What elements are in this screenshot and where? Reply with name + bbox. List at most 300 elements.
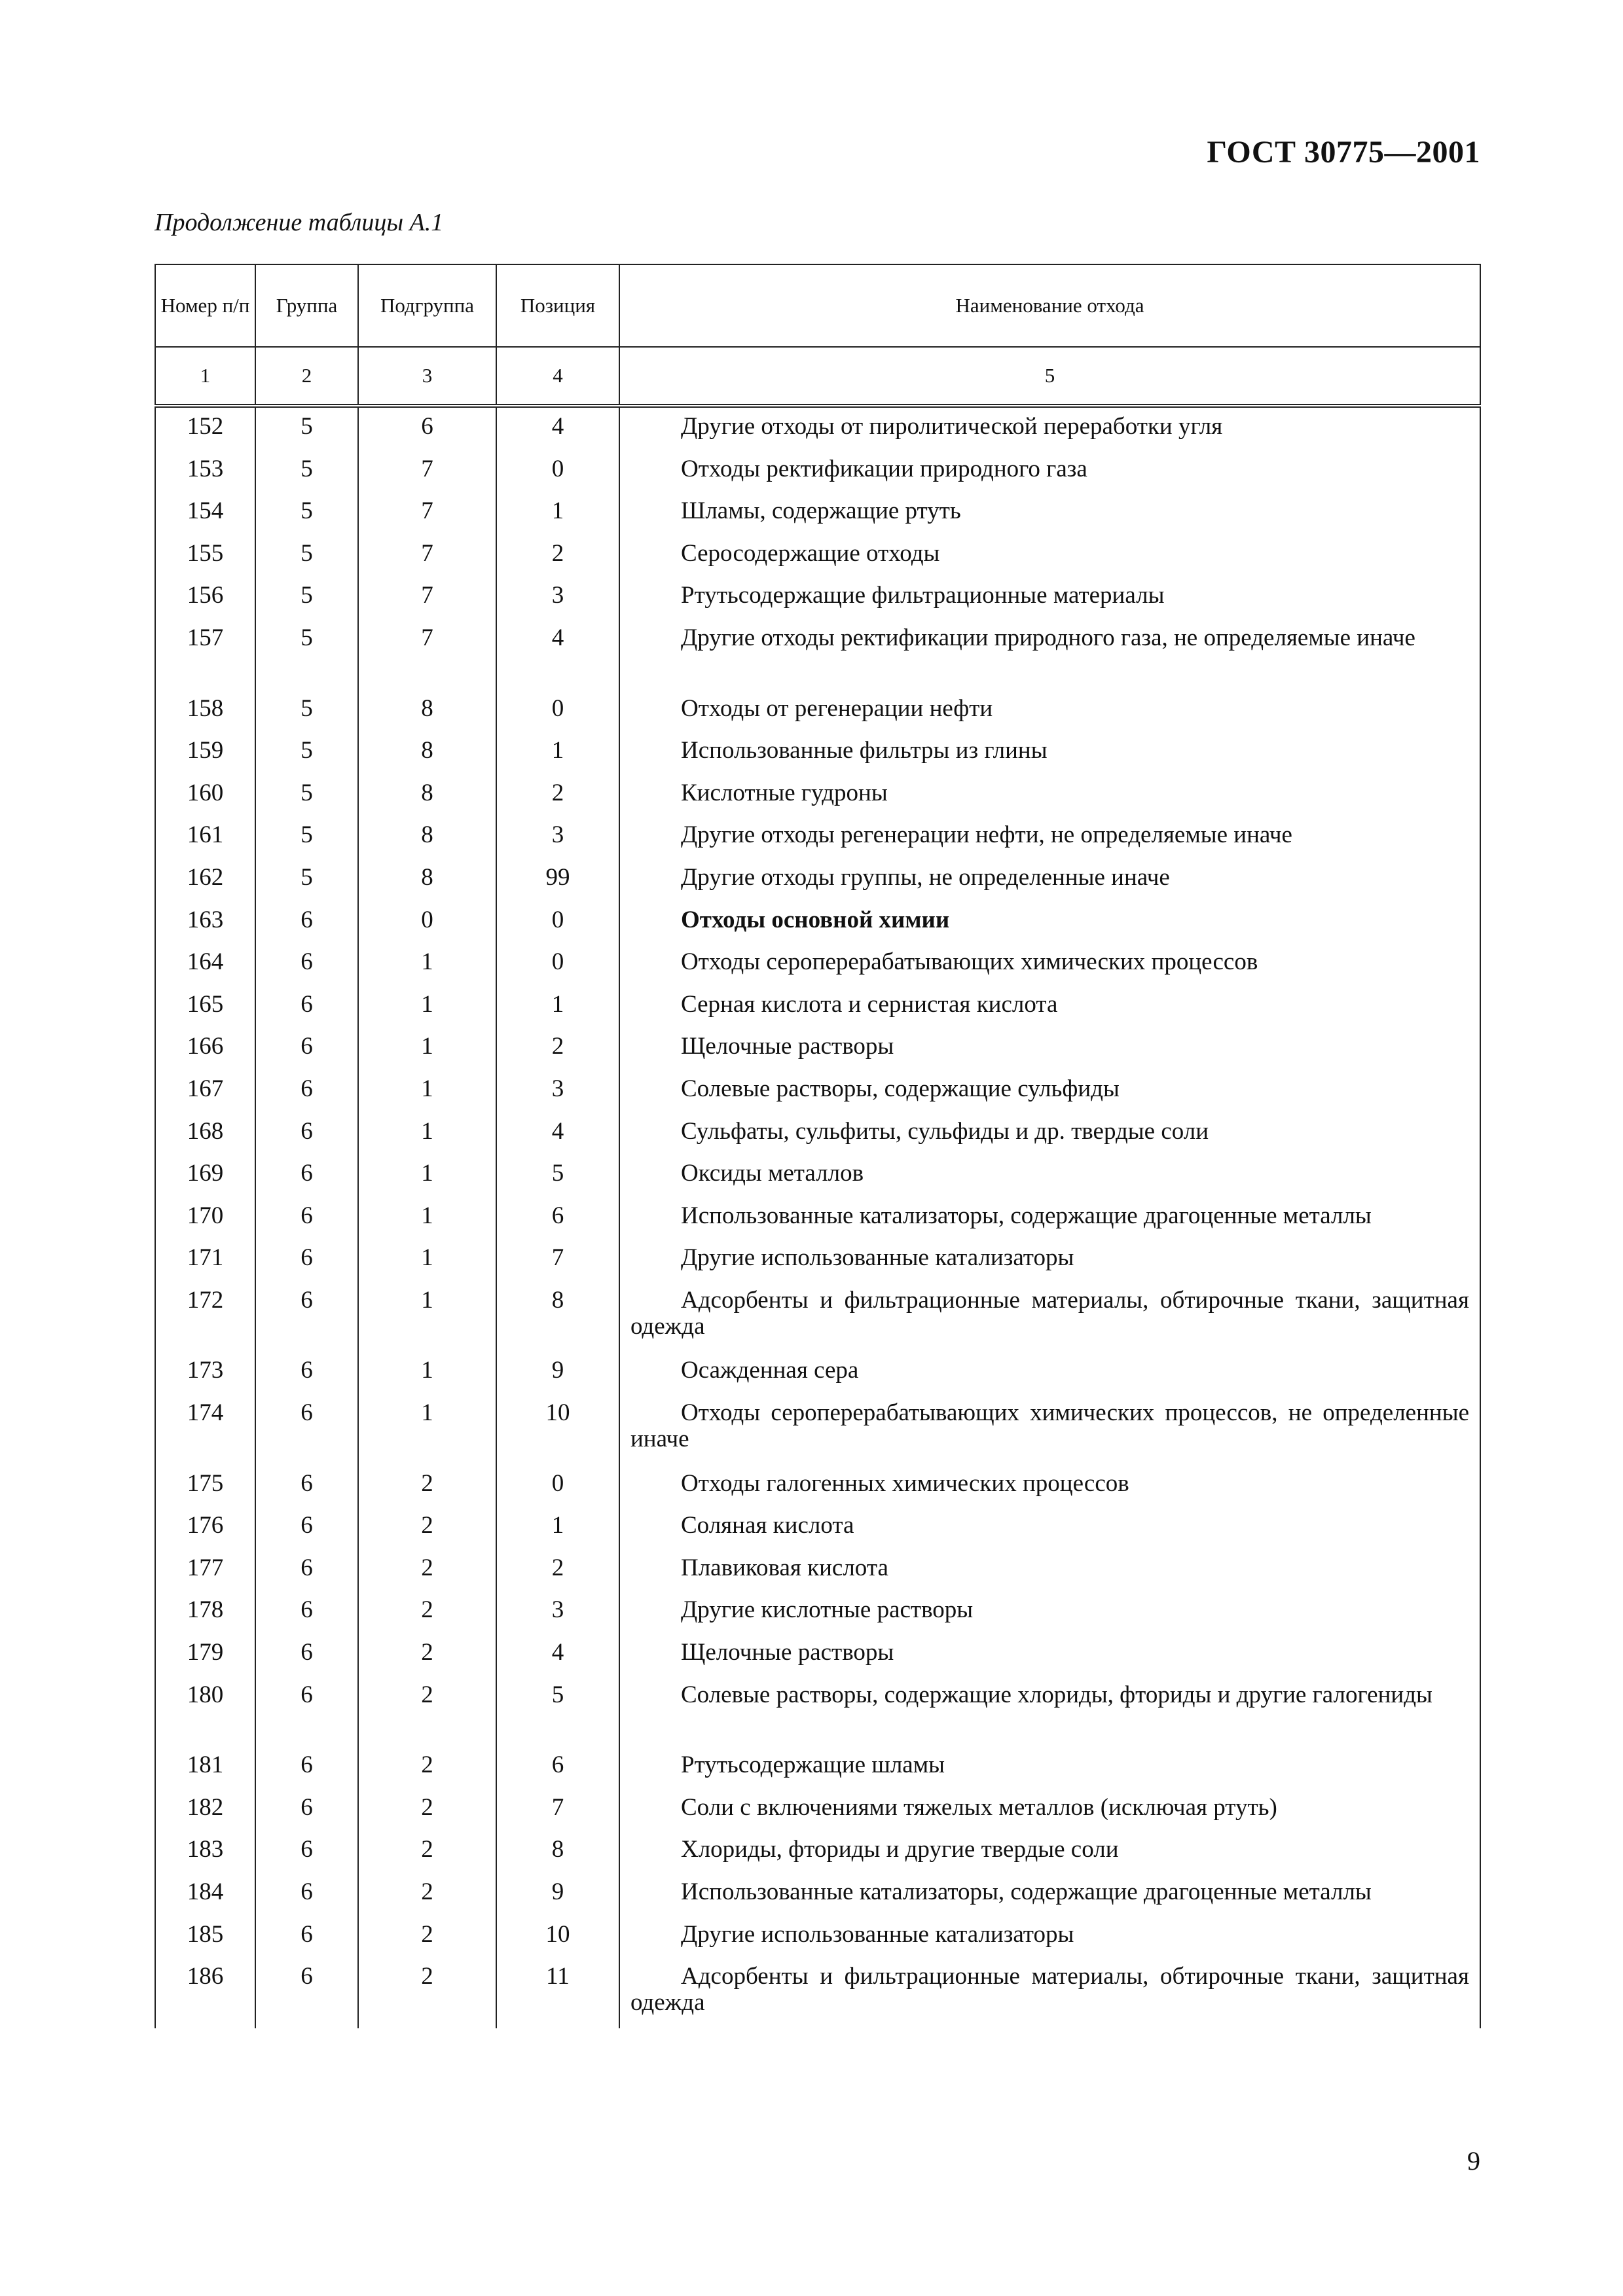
cell-number-text: 164 xyxy=(187,948,224,976)
cell-position-text: 7 xyxy=(551,1244,564,1272)
cell-waste-name xyxy=(619,619,1480,690)
cell-waste-name-text: Другие отходы регенерации нефти, не определяемые иначе xyxy=(681,821,1292,849)
cell-subgroup xyxy=(358,774,496,817)
cell-subgroup-text: 2 xyxy=(421,1554,433,1581)
cell-group xyxy=(255,1958,358,2028)
table-row xyxy=(155,1352,1480,1394)
cell-subgroup xyxy=(358,1916,496,1958)
cell-number-text: 155 xyxy=(187,539,224,567)
cell-group-text: 6 xyxy=(301,906,313,933)
cell-subgroup xyxy=(358,1591,496,1634)
cell-group-text: 5 xyxy=(301,455,313,482)
cell-position xyxy=(496,1831,619,1873)
cell-position-text: 2 xyxy=(551,1554,564,1581)
cell-subgroup-text: 1 xyxy=(421,990,433,1018)
cell-group xyxy=(255,1197,358,1240)
cell-position xyxy=(496,1746,619,1789)
cell-group-text: 6 xyxy=(301,1681,313,1708)
cell-number xyxy=(155,406,255,450)
cell-position xyxy=(496,1394,619,1465)
cell-subgroup xyxy=(358,986,496,1028)
cell-group-text: 5 xyxy=(301,582,313,609)
cell-subgroup-text: 1 xyxy=(421,1202,433,1229)
cell-number xyxy=(155,690,255,732)
cell-waste-name-text: Щелочные растворы xyxy=(681,1033,894,1060)
cell-group xyxy=(255,690,358,732)
cell-number xyxy=(155,1197,255,1240)
table-row xyxy=(155,619,1480,690)
cell-waste-name-text: Другие отходы от пиролитической переработки угля xyxy=(681,413,1223,440)
table-row xyxy=(155,1239,1480,1282)
cell-number xyxy=(155,1113,255,1155)
cell-number-text: 153 xyxy=(187,455,224,482)
cell-number xyxy=(155,1746,255,1789)
cell-position-text: 1 xyxy=(551,737,564,764)
cell-group xyxy=(255,450,358,493)
cell-subgroup-text: 7 xyxy=(421,455,433,482)
cell-position xyxy=(496,450,619,493)
cell-position-text: 8 xyxy=(551,1286,564,1314)
cell-group-text: 6 xyxy=(301,1469,313,1497)
cell-subgroup-text: 1 xyxy=(421,948,433,976)
cell-group-text: 6 xyxy=(301,1399,313,1427)
cell-position xyxy=(496,1789,619,1831)
cell-number-text: 163 xyxy=(187,906,224,933)
cell-group-text: 6 xyxy=(301,1033,313,1060)
table-row xyxy=(155,577,1480,619)
cell-position-text: 4 xyxy=(551,624,564,651)
cell-group-text: 6 xyxy=(301,1596,313,1624)
cell-number-text: 154 xyxy=(187,497,224,525)
cell-number-text: 162 xyxy=(187,863,224,891)
cell-subgroup-text: 0 xyxy=(421,906,433,933)
cell-subgroup-text: 1 xyxy=(421,1033,433,1060)
cell-position xyxy=(496,1197,619,1240)
cell-position xyxy=(496,1676,619,1747)
table-caption: Продолжение таблицы А.1 xyxy=(155,209,444,236)
cell-group-text: 6 xyxy=(301,1286,313,1314)
cell-waste-name xyxy=(619,1591,1480,1634)
cell-position xyxy=(496,1028,619,1070)
cell-subgroup-text: 7 xyxy=(421,582,433,609)
cell-group xyxy=(255,901,358,944)
cell-waste-name-text: Ртутьсодержащие фильтрационные материалы xyxy=(681,582,1165,609)
cell-position-text: 0 xyxy=(551,906,564,933)
cell-number xyxy=(155,901,255,944)
cell-position-text: 2 xyxy=(551,779,564,806)
cell-position xyxy=(496,901,619,944)
cell-position xyxy=(496,1465,619,1507)
cell-number xyxy=(155,1507,255,1549)
cell-waste-name xyxy=(619,732,1480,774)
cell-subgroup-text: 2 xyxy=(421,1596,433,1624)
cell-position-text: 2 xyxy=(551,1033,564,1060)
cell-group xyxy=(255,492,358,535)
cell-subgroup-text: 2 xyxy=(421,1963,433,1990)
cell-subgroup xyxy=(358,1634,496,1676)
table-row xyxy=(155,1873,1480,1916)
page-number: 9 xyxy=(1467,2146,1480,2176)
cell-waste-name-text: Другие кислотные растворы xyxy=(681,1596,974,1624)
cell-position xyxy=(496,1352,619,1394)
cell-waste-name-text: Солевые растворы, содержащие хлориды, фториды и другие галогениды xyxy=(681,1681,1432,1708)
cell-subgroup-text: 2 xyxy=(421,1751,433,1779)
cell-number xyxy=(155,1676,255,1747)
cell-subgroup-text: 6 xyxy=(421,413,433,440)
cell-subgroup xyxy=(358,1028,496,1070)
cell-waste-name xyxy=(619,1197,1480,1240)
cell-waste-name-text: Отходы сероперерабатывающих химических процессов xyxy=(681,948,1258,976)
cell-waste-name-text: Оксиды металлов xyxy=(681,1160,864,1187)
cell-waste-name xyxy=(619,1028,1480,1070)
cell-position xyxy=(496,859,619,901)
cell-waste-name xyxy=(619,901,1480,944)
table-row xyxy=(155,1028,1480,1070)
cell-position-text: 5 xyxy=(551,1681,564,1708)
cell-subgroup xyxy=(358,492,496,535)
cell-subgroup xyxy=(358,535,496,577)
cell-waste-name xyxy=(619,943,1480,986)
cell-number-text: 182 xyxy=(187,1793,224,1821)
cell-group-text: 6 xyxy=(301,948,313,976)
cell-group-text: 6 xyxy=(301,990,313,1018)
cell-waste-name xyxy=(619,1239,1480,1282)
cell-subgroup xyxy=(358,577,496,619)
cell-waste-name-text: Ртутьсодержащие шламы xyxy=(681,1751,945,1779)
cell-group xyxy=(255,1070,358,1113)
cell-position xyxy=(496,1113,619,1155)
cell-subgroup xyxy=(358,1352,496,1394)
cell-group-text: 5 xyxy=(301,539,313,567)
cell-number xyxy=(155,943,255,986)
cell-position-text: 11 xyxy=(546,1963,570,1990)
cell-position-text: 6 xyxy=(551,1751,564,1779)
cell-position xyxy=(496,1634,619,1676)
cell-waste-name-text: Хлориды, фториды и другие твердые соли xyxy=(681,1836,1119,1863)
cell-group xyxy=(255,1831,358,1873)
cell-group xyxy=(255,732,358,774)
cell-number xyxy=(155,1831,255,1873)
cell-group-text: 6 xyxy=(301,1963,313,1990)
cell-group-text: 5 xyxy=(301,779,313,806)
cell-position-text: 4 xyxy=(551,413,564,440)
cell-waste-name xyxy=(619,406,1480,450)
cell-group xyxy=(255,1789,358,1831)
cell-waste-name-text: Другие отходы ректификации природного газа, не определяемые иначе xyxy=(681,624,1415,651)
cell-waste-name-text: Использованные фильтры из глины xyxy=(681,737,1048,764)
cell-subgroup xyxy=(358,901,496,944)
cell-subgroup xyxy=(358,732,496,774)
cell-waste-name xyxy=(619,690,1480,732)
cell-waste-name xyxy=(619,986,1480,1028)
table-row xyxy=(155,774,1480,817)
waste-classification-table xyxy=(155,264,1481,2028)
cell-subgroup xyxy=(358,1831,496,1873)
cell-subgroup-text: 1 xyxy=(421,1160,433,1187)
cell-group-text: 6 xyxy=(301,1357,313,1384)
cell-number-text: 165 xyxy=(187,990,224,1018)
cell-number xyxy=(155,577,255,619)
cell-position-text: 9 xyxy=(551,1357,564,1384)
cell-group-text: 6 xyxy=(301,1878,313,1905)
cell-number xyxy=(155,1465,255,1507)
cell-position xyxy=(496,1958,619,2028)
cell-waste-name-text: Соляная кислота xyxy=(681,1512,854,1539)
cell-number xyxy=(155,619,255,690)
table-row xyxy=(155,1070,1480,1113)
table-row xyxy=(155,690,1480,732)
table-row xyxy=(155,1394,1480,1465)
cell-position xyxy=(496,492,619,535)
table-row xyxy=(155,450,1480,493)
cell-position-text: 3 xyxy=(551,582,564,609)
cell-position xyxy=(496,1549,619,1592)
cell-subgroup-text: 2 xyxy=(421,1512,433,1539)
cell-position xyxy=(496,1239,619,1282)
cell-number-text: 152 xyxy=(187,413,224,440)
cell-waste-name-text: Адсорбенты и фильтрационные материалы, обтирочные ткани, защитная одежда xyxy=(630,1963,1469,2017)
cell-position-text: 3 xyxy=(551,1075,564,1102)
cell-waste-name-text: Кислотные гудроны xyxy=(681,779,888,806)
cell-group-text: 6 xyxy=(301,1836,313,1863)
cell-waste-name xyxy=(619,450,1480,493)
cell-subgroup-text: 7 xyxy=(421,539,433,567)
cell-group xyxy=(255,1634,358,1676)
cell-group-text: 6 xyxy=(301,1793,313,1821)
cell-subgroup xyxy=(358,816,496,859)
cell-number xyxy=(155,1352,255,1394)
cell-number-text: 160 xyxy=(187,779,224,806)
cell-group xyxy=(255,1352,358,1394)
cell-group-text: 6 xyxy=(301,1554,313,1581)
cell-number-text: 158 xyxy=(187,694,224,722)
cell-waste-name xyxy=(619,1916,1480,1958)
cell-number-text: 161 xyxy=(187,821,224,849)
cell-waste-name-text: Соли с включениями тяжелых металлов (исключая ртуть) xyxy=(681,1793,1277,1821)
cell-waste-name-text: Отходы ректификации природного газа xyxy=(681,455,1087,482)
cell-group-text: 6 xyxy=(301,1751,313,1779)
cell-position xyxy=(496,816,619,859)
cell-group-text: 5 xyxy=(301,737,313,764)
cell-waste-name xyxy=(619,492,1480,535)
cell-group xyxy=(255,1746,358,1789)
cell-number-text: 169 xyxy=(187,1160,224,1187)
cell-waste-name xyxy=(619,1549,1480,1592)
cell-group xyxy=(255,535,358,577)
cell-number-text: 185 xyxy=(187,1920,224,1948)
cell-group xyxy=(255,1549,358,1592)
cell-number xyxy=(155,1873,255,1916)
cell-number-text: 167 xyxy=(187,1075,224,1102)
cell-waste-name xyxy=(619,1394,1480,1465)
cell-waste-name xyxy=(619,1831,1480,1873)
cell-subgroup xyxy=(358,406,496,450)
table-row xyxy=(155,1789,1480,1831)
cell-waste-name-text: Другие использованные катализаторы xyxy=(681,1244,1074,1272)
cell-position xyxy=(496,943,619,986)
cell-waste-name-text: Серная кислота и сернистая кислота xyxy=(681,990,1058,1018)
cell-position xyxy=(496,406,619,450)
cell-subgroup-text: 1 xyxy=(421,1244,433,1272)
header-row xyxy=(155,264,1480,347)
cell-group-text: 6 xyxy=(301,1920,313,1948)
table-row xyxy=(155,1155,1480,1197)
cell-subgroup xyxy=(358,1507,496,1549)
cell-waste-name-text: Другие использованные катализаторы xyxy=(681,1920,1074,1948)
cell-group xyxy=(255,1155,358,1197)
cell-group-text: 6 xyxy=(301,1512,313,1539)
table-row xyxy=(155,1958,1480,2028)
cell-group-text: 6 xyxy=(301,1117,313,1145)
table-row xyxy=(155,986,1480,1028)
cell-group xyxy=(255,1465,358,1507)
column-number-row xyxy=(155,347,1480,406)
cell-position-text: 4 xyxy=(551,1639,564,1666)
cell-group xyxy=(255,1028,358,1070)
column-number: 1 xyxy=(155,347,255,406)
cell-position-text: 10 xyxy=(545,1399,570,1427)
cell-subgroup-text: 2 xyxy=(421,1793,433,1821)
cell-number xyxy=(155,859,255,901)
cell-subgroup xyxy=(358,1113,496,1155)
cell-subgroup-text: 2 xyxy=(421,1878,433,1905)
cell-group-text: 5 xyxy=(301,821,313,849)
cell-number-text: 174 xyxy=(187,1399,224,1427)
cell-position xyxy=(496,986,619,1028)
cell-position-text: 10 xyxy=(545,1920,570,1948)
cell-waste-name xyxy=(619,1465,1480,1507)
table-row xyxy=(155,1634,1480,1676)
cell-subgroup-text: 8 xyxy=(421,694,433,722)
cell-number-text: 170 xyxy=(187,1202,224,1229)
cell-number xyxy=(155,1916,255,1958)
cell-group xyxy=(255,1282,358,1352)
cell-position xyxy=(496,535,619,577)
cell-subgroup-text: 2 xyxy=(421,1639,433,1666)
cell-position-text: 9 xyxy=(551,1878,564,1905)
cell-number-text: 177 xyxy=(187,1554,224,1581)
cell-waste-name xyxy=(619,1634,1480,1676)
cell-position-text: 1 xyxy=(551,990,564,1018)
cell-position-text: 7 xyxy=(551,1793,564,1821)
table-row xyxy=(155,1549,1480,1592)
cell-group xyxy=(255,406,358,450)
cell-waste-name xyxy=(619,1070,1480,1113)
cell-number xyxy=(155,1239,255,1282)
cell-number xyxy=(155,1591,255,1634)
cell-position-text: 0 xyxy=(551,694,564,722)
cell-group-text: 5 xyxy=(301,624,313,651)
cell-waste-name xyxy=(619,1958,1480,2028)
cell-subgroup-text: 2 xyxy=(421,1920,433,1948)
table-body xyxy=(155,406,1480,2028)
cell-waste-name-text: Использованные катализаторы, содержащие драгоценные металлы xyxy=(681,1878,1372,1905)
cell-position xyxy=(496,690,619,732)
cell-number xyxy=(155,1282,255,1352)
cell-subgroup xyxy=(358,859,496,901)
cell-position xyxy=(496,1916,619,1958)
cell-group-text: 6 xyxy=(301,1244,313,1272)
cell-subgroup-text: 8 xyxy=(421,737,433,764)
table-row xyxy=(155,1197,1480,1240)
cell-group-text: 6 xyxy=(301,1075,313,1102)
table-row xyxy=(155,1591,1480,1634)
header-subgroup: Подгруппа xyxy=(358,264,496,347)
cell-number-text: 176 xyxy=(187,1512,224,1539)
cell-subgroup-text: 1 xyxy=(421,1117,433,1145)
cell-group xyxy=(255,1676,358,1747)
cell-subgroup-text: 1 xyxy=(421,1357,433,1384)
cell-subgroup-text: 8 xyxy=(421,863,433,891)
cell-waste-name-text: Адсорбенты и фильтрационные материалы, обтирочные ткани, защитная одежда xyxy=(630,1286,1469,1340)
column-number: 3 xyxy=(358,347,496,406)
cell-group-text: 5 xyxy=(301,863,313,891)
cell-subgroup-text: 1 xyxy=(421,1075,433,1102)
document-code: ГОСТ 30775—2001 xyxy=(1207,135,1480,170)
cell-group xyxy=(255,774,358,817)
cell-number-text: 168 xyxy=(187,1117,224,1145)
cell-position-text: 1 xyxy=(551,1512,564,1539)
cell-number-text: 159 xyxy=(187,737,224,764)
cell-position-text: 0 xyxy=(551,948,564,976)
cell-waste-name-text: Отходы от регенерации нефти xyxy=(681,694,993,722)
cell-group xyxy=(255,1873,358,1916)
cell-subgroup xyxy=(358,619,496,690)
cell-position-text: 4 xyxy=(551,1117,564,1145)
cell-number-text: 166 xyxy=(187,1033,224,1060)
cell-waste-name-text: Отходы галогенных химических процессов xyxy=(681,1469,1129,1497)
cell-group xyxy=(255,816,358,859)
cell-position-text: 1 xyxy=(551,497,564,525)
cell-subgroup-text: 2 xyxy=(421,1469,433,1497)
cell-waste-name xyxy=(619,1507,1480,1549)
cell-number xyxy=(155,1789,255,1831)
cell-subgroup-text: 1 xyxy=(421,1286,433,1314)
cell-group xyxy=(255,1394,358,1465)
cell-number xyxy=(155,492,255,535)
table-row xyxy=(155,1507,1480,1549)
cell-group-text: 5 xyxy=(301,497,313,525)
cell-number xyxy=(155,1028,255,1070)
cell-position-text: 3 xyxy=(551,1596,564,1624)
cell-waste-name-text: Плавиковая кислота xyxy=(681,1554,888,1581)
cell-position xyxy=(496,774,619,817)
cell-group-text: 5 xyxy=(301,694,313,722)
cell-subgroup xyxy=(358,690,496,732)
cell-waste-name xyxy=(619,1746,1480,1789)
cell-number-text: 172 xyxy=(187,1286,224,1314)
cell-number-text: 183 xyxy=(187,1836,224,1863)
cell-group-text: 6 xyxy=(301,1202,313,1229)
cell-waste-name xyxy=(619,1873,1480,1916)
table-row xyxy=(155,901,1480,944)
cell-group xyxy=(255,986,358,1028)
cell-position-text: 6 xyxy=(551,1202,564,1229)
cell-subgroup xyxy=(358,1676,496,1747)
cell-number xyxy=(155,1155,255,1197)
cell-position-text: 2 xyxy=(551,539,564,567)
cell-subgroup-text: 2 xyxy=(421,1681,433,1708)
table-row xyxy=(155,732,1480,774)
table-row xyxy=(155,1916,1480,1958)
cell-waste-name-text: Осажденная сера xyxy=(681,1357,859,1384)
cell-subgroup xyxy=(358,1070,496,1113)
cell-position xyxy=(496,1155,619,1197)
table-row xyxy=(155,406,1480,450)
cell-subgroup xyxy=(358,1239,496,1282)
cell-waste-name xyxy=(619,535,1480,577)
cell-number-text: 181 xyxy=(187,1751,224,1779)
